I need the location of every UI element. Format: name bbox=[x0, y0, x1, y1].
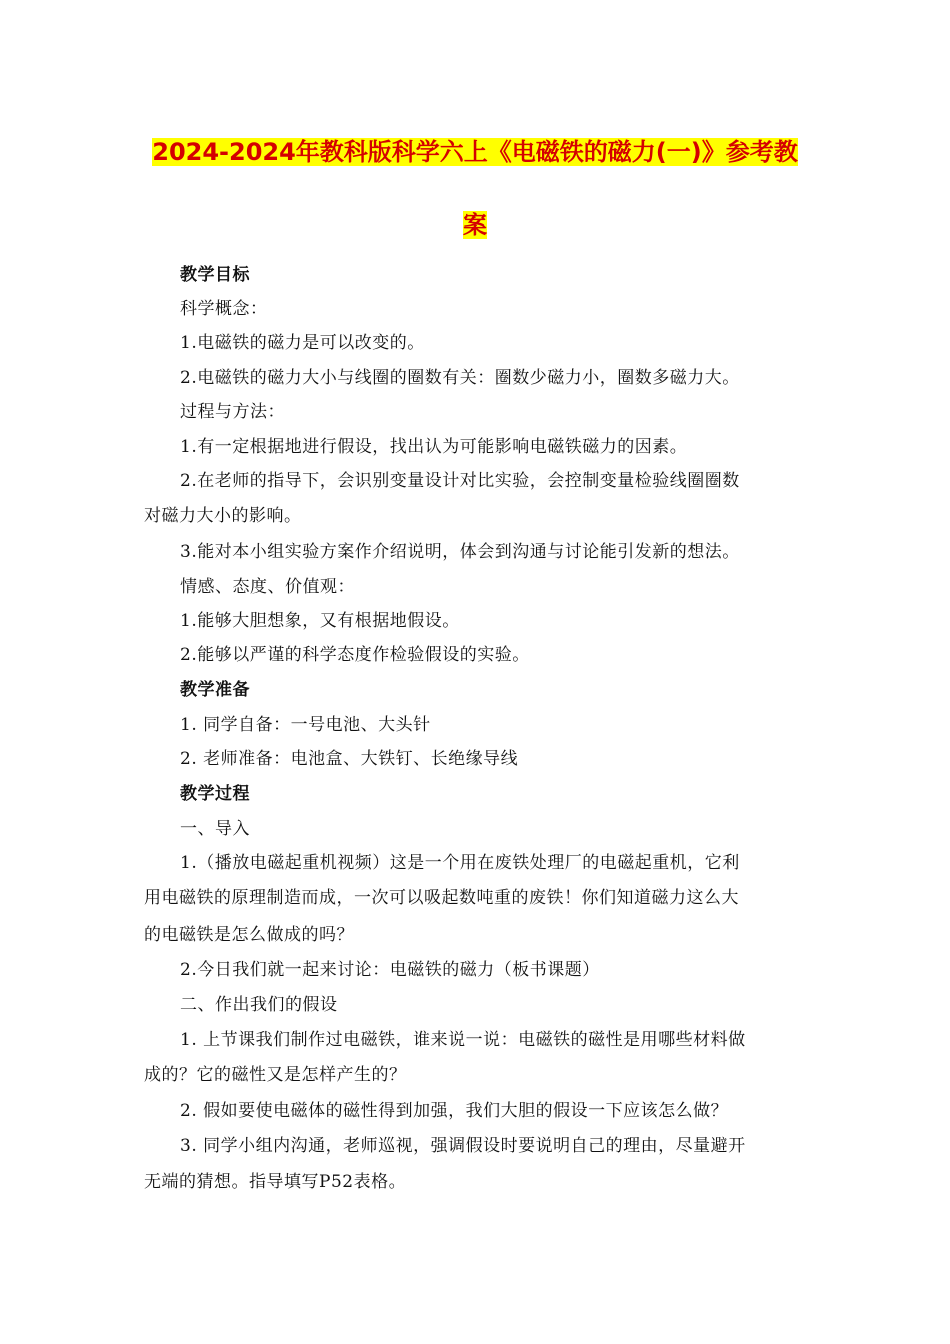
title-line-1: 2024-2024年教科版科学六上《电磁铁的磁力(一)》参考教 bbox=[152, 138, 798, 166]
heading-teaching-goals: 教学目标 bbox=[180, 265, 250, 285]
paragraph: 1.（播放电磁起重机视频）这是一个用在废铁处理厂的电磁起重机，它利 bbox=[180, 853, 740, 873]
section-heading: 二、作出我们的假设 bbox=[180, 995, 338, 1015]
paragraph: 3. 同学小组内沟通，老师巡视，强调假设时要说明自己的理由，尽量避开 bbox=[180, 1136, 746, 1156]
paragraph-continuation: 成的？它的磁性又是怎样产生的？ bbox=[144, 1065, 407, 1085]
subheading-process-method: 过程与方法： bbox=[180, 402, 285, 422]
paragraph-continuation: 无端的猜想。指导填写P52表格。 bbox=[144, 1172, 407, 1192]
title-line-2: 案 bbox=[463, 211, 487, 239]
subheading-science-concept: 科学概念： bbox=[180, 299, 268, 319]
paragraph: 1.能够大胆想象，又有根据地假设。 bbox=[180, 611, 460, 631]
list-item: 2. 老师准备：电池盒、大铁钉、长绝缘导线 bbox=[180, 749, 519, 769]
paragraph: 3.能对本小组实验方案作介绍说明，体会到沟通与讨论能引发新的想法。 bbox=[180, 542, 740, 562]
paragraph: 2.在老师的指导下，会识别变量设计对比实验，会控制变量检验线圈圈数 bbox=[180, 471, 740, 491]
paragraph-continuation: 用电磁铁的原理制造而成，一次可以吸起数吨重的废铁！你们知道磁力这么大 bbox=[144, 888, 739, 908]
section-heading: 一、导入 bbox=[180, 819, 250, 839]
paragraph: 1.电磁铁的磁力是可以改变的。 bbox=[180, 333, 425, 353]
paragraph-continuation: 对磁力大小的影响。 bbox=[144, 506, 302, 526]
paragraph: 2.能够以严谨的科学态度作检验假设的实验。 bbox=[180, 645, 530, 665]
heading-teaching-process: 教学过程 bbox=[180, 784, 250, 804]
list-item: 1. 同学自备：一号电池、大头针 bbox=[180, 715, 431, 735]
paragraph-continuation: 的电磁铁是怎么做成的吗？ bbox=[144, 925, 354, 945]
heading-teaching-prep: 教学准备 bbox=[180, 680, 250, 700]
subheading-emotion: 情感、态度、价值观： bbox=[180, 577, 355, 597]
paragraph: 1.有一定根据地进行假设，找出认为可能影响电磁铁磁力的因素。 bbox=[180, 437, 688, 457]
paragraph: 2. 假如要使电磁体的磁性得到加强，我们大胆的假设一下应该怎么做？ bbox=[180, 1101, 729, 1121]
paragraph: 2.今日我们就一起来讨论：电磁铁的磁力（板书课题） bbox=[180, 960, 600, 980]
paragraph: 2.电磁铁的磁力大小与线圈的圈数有关：圈数少磁力小，圈数多磁力大。 bbox=[180, 368, 740, 388]
paragraph: 1. 上节课我们制作过电磁铁，谁来说一说：电磁铁的磁性是用哪些材料做 bbox=[180, 1030, 746, 1050]
